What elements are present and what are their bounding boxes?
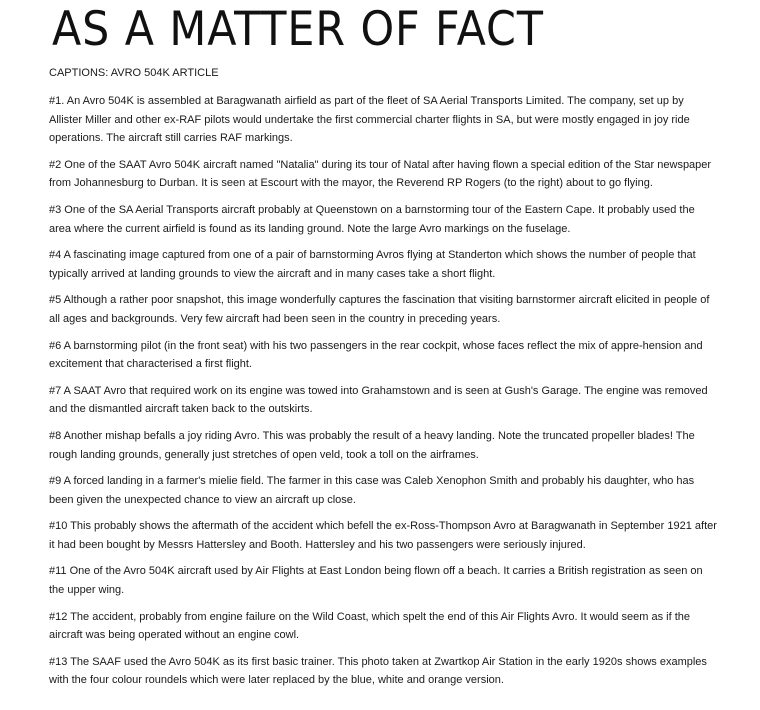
caption-6: #6 A barnstorming pilot (in the front seat) with his two passengers in the rear cockpit, whose faces reflect the mix of appre-hension and excitement that characterised a first flight. xyxy=(49,339,703,371)
caption-list xyxy=(49,92,717,698)
caption-1: #1. An Avro 504K is assembled at Baragwanath airfield as part of the fleet of SA Aerial Transports Limited. The company, set up by Allister Miller and other ex-RAF pilots would undertake the first commercial charter flights in SA, but were mostly engaged in joy ride operations. The aircraft still carries RAF markings. xyxy=(49,95,690,145)
caption-3: #3 One of the SA Aerial Transports aircraft probably at Queenstown on a barnstorming tour of the Eastern Cape. It probably used the area where the current airfield is found as its landing ground. Note the large Avro markings on the fuselage. xyxy=(49,203,695,235)
caption-8: #8 Another mishap befalls a joy riding Avro. This was probably the result of a heavy landing. Note the truncated propeller blades! The rough landing grounds, generally just stretches of open veld, took a toll on the airframes. xyxy=(49,429,695,461)
caption-7: #7 A SAAT Avro that required work on its engine was towed into Grahamstown and is seen at Gush's Garage. The engine was removed and the dismantled aircraft taken back to the outskirts. xyxy=(49,384,708,416)
page-title: AS A MATTER OF FACT xyxy=(52,2,544,57)
caption-9: #9 A forced landing in a farmer's mielie field. The farmer in this case was Caleb Xenophon Smith and probably his daughter, who has been given the unexpected chance to view an aircraft up close. xyxy=(49,475,695,506)
captions-heading: CAPTIONS: AVRO 504K ARTICLE xyxy=(49,67,219,79)
caption-5: #5 Although a rather poor snapshot, this image wonderfully captures the fascination that visiting barnstormer aircraft elicited in people of all ages and backgrounds. Very few aircraft had been seen in the country in preceding years. xyxy=(49,294,710,325)
caption-11: #11 One of the Avro 504K aircraft used by Air Flights at East London being flown off a beach. It carries a British registration as seen on the upper wing. xyxy=(49,565,703,597)
caption-13: #13 The SAAF used the Avro 504K as its first basic trainer. This photo taken at Zwartkop Air Station in the early 1920s shows examples with the four colour roundels which were later replaced by the blue, white and orange version. xyxy=(49,655,707,687)
caption-4: #4 A fascinating image captured from one of a pair of barnstorming Avros flying at Standerton which shows the number of people that typically arrived at landing grounds to view the aircraft and in many cases take a short flight. xyxy=(49,249,696,280)
caption-12: #12 The accident, probably from engine failure on the Wild Coast, which spelt the end of this Air Flights Avro. It would seem as if the aircraft was being operated without an engine cowl. xyxy=(49,610,690,642)
caption-2: #2 One of the SAAT Avro 504K aircraft named "Natalia" during its tour of Natal after having flown a special edition of the Star newspaper from Johannesburg to Durban. It is seen at Escourt with the mayor, the Reverend RP Rogers (to the right) about to go flying. xyxy=(49,158,712,190)
caption-10: #10 This probably shows the aftermath of the accident which befell the ex-Ross-Thompson Avro at Baragwanath in September 1921 after it had been bought by Messrs Hattersley and Booth. Hattersley and his two passengers were seriously injured. xyxy=(49,520,717,551)
